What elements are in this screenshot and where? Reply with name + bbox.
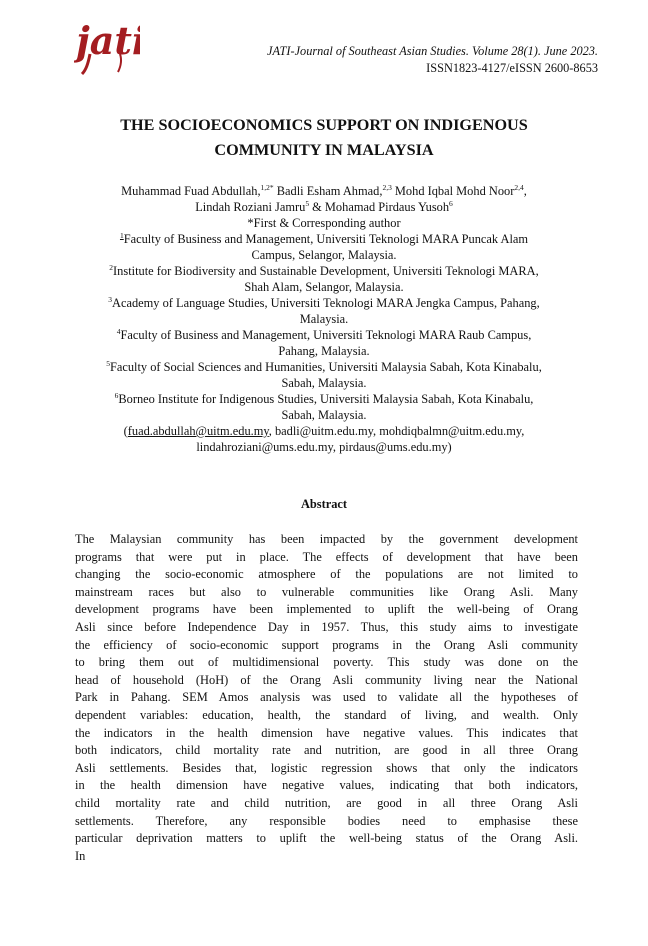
aff-5-sup: 5 bbox=[106, 359, 110, 368]
author-2-sup: 2,3 bbox=[382, 183, 392, 192]
abstract-line: In bbox=[75, 848, 86, 863]
affiliation-1 bbox=[40, 231, 608, 247]
abstract-line: to bring them out of multidimensional poverty. This study was done on the bbox=[75, 655, 578, 670]
aff-1-line-1: Faculty of Business and Management, Universiti Teknologi MARA Puncak Alam bbox=[123, 232, 529, 246]
author-1-sup: 1,2* bbox=[260, 183, 274, 192]
author-3: Mohd Iqbal Mohd Noor bbox=[391, 184, 515, 198]
author-5: & Mohamad Pirdaus Yusoh bbox=[309, 200, 450, 214]
abstract-line: Park in Pahang. SEM Amos analysis was used to validate all the hypotheses of bbox=[75, 690, 578, 705]
title-line-2: COMMUNITY IN MALAYSIA bbox=[214, 141, 434, 159]
aff-3-sup: 3 bbox=[108, 295, 113, 304]
aff-4-line-1: Faculty of Business and Management, Universiti Teknologi MARA Raub Campus, bbox=[120, 328, 532, 342]
aff-2-line-2: Shah Alam, Selangor, Malaysia. bbox=[244, 280, 404, 294]
aff-5-line-1: Faculty of Social Sciences and Humanities, Universiti Malaysia Sabah, Kota Kinabalu, bbox=[109, 360, 542, 374]
aff-2-line-1: Institute for Biodiversity and Sustainable Development, Universiti Teknologi MARA, bbox=[113, 264, 539, 278]
affiliation-5 bbox=[40, 359, 608, 375]
jati-logo-icon bbox=[74, 14, 140, 78]
aff-6-sup: 6 bbox=[114, 391, 119, 400]
author-3-sup: 2,4 bbox=[514, 183, 524, 192]
abstract-line: head of household (HoH) of the Orang Asli community living near the National bbox=[75, 672, 578, 687]
email-link-fuad[interactable]: fuad.abdullah@uitm.edu.my bbox=[127, 424, 269, 438]
abstract-line: dependent variables: education, health, the standard of living, and wealth. Only bbox=[75, 707, 578, 722]
aff-6-line-2: Sabah, Malaysia. bbox=[281, 408, 367, 422]
email-line-1 bbox=[40, 423, 608, 439]
abstract-line: development programs have been implemented to uplift the well-being of Orang bbox=[75, 602, 578, 617]
abstract-line: the efficiency of socio-economic support programs in the Orang Asli community bbox=[75, 637, 578, 652]
affiliation-2 bbox=[40, 263, 608, 279]
aff-1-line-2: Campus, Selangor, Malaysia. bbox=[251, 248, 397, 262]
corresponding-note: *First & Corresponding author bbox=[247, 216, 401, 230]
aff-6-line-1: Borneo Institute for Indigenous Studies, Universiti Malaysia Sabah, Kota Kinabalu, bbox=[118, 392, 534, 406]
aff-3-line-2: Malaysia. bbox=[299, 312, 349, 326]
author-5-sup: 6 bbox=[449, 199, 453, 208]
abstract-line: programs that were put in place. The effects of development that have been bbox=[75, 549, 578, 564]
author-line-2 bbox=[40, 199, 608, 215]
title-line-1: THE SOCIOECONOMICS SUPPORT ON INDIGENOUS bbox=[120, 116, 528, 134]
email-line-2: lindahroziani@ums.edu.my, pirdaus@ums.edu.my) bbox=[196, 440, 452, 454]
author-4: Lindah Roziani Jamru bbox=[195, 200, 306, 214]
paper-title bbox=[60, 113, 588, 163]
issn: ISSN1823-4127/eISSN 2600-8653 bbox=[426, 61, 598, 75]
abstract-line: mainstream races but also to vulnerable communities like Orang Asli. Many bbox=[75, 584, 578, 599]
aff-1-sup: 1 bbox=[119, 231, 124, 240]
aff-3-line-1: Academy of Language Studies, Universiti Teknologi MARA Jengka Campus, Pahang, bbox=[112, 296, 540, 310]
aff-2-sup: 2 bbox=[109, 263, 114, 272]
abstract-line: child mortality rate and child nutrition, are good in all three Orang Asli bbox=[75, 795, 578, 810]
abstract-line: both indicators, child mortality rate and nutrition, are good in all three Orang bbox=[75, 743, 578, 758]
author-line-1 bbox=[40, 183, 608, 199]
abstract-line: particular deprivation matters to uplift the well-being status of the Orang Asli. bbox=[75, 831, 578, 846]
affiliation-6 bbox=[40, 391, 608, 407]
aff-4-line-2: Pahang, Malaysia. bbox=[278, 344, 370, 358]
affiliation-4 bbox=[40, 327, 608, 343]
abstract-line: The Malaysian community has been impacted by the government development bbox=[75, 532, 578, 546]
author-2: Badli Esham Ahmad, bbox=[273, 184, 383, 198]
abstract-line: in the health dimension have negative values, indicating that both indicators, bbox=[75, 778, 578, 793]
abstract-line: changing the socio-economic atmosphere of the populations are not limited to bbox=[75, 567, 578, 582]
abstract-line: Asli settlements. Besides that, logistic regression shows that only the indicators bbox=[75, 760, 578, 775]
abstract-line: Asli since before Independence Day in 1957. Thus, this study aims to investigate bbox=[75, 619, 578, 634]
journal-citation: JATI-Journal of Southeast Asian Studies. Volume 28(1). June 2023. bbox=[267, 44, 598, 58]
aff-4-sup: 4 bbox=[116, 327, 121, 336]
author-4-sup: 5 bbox=[305, 199, 310, 208]
logo-text: jati bbox=[76, 18, 140, 63]
aff-5-line-2: Sabah, Malaysia. bbox=[281, 376, 367, 390]
abstract-heading: Abstract bbox=[300, 497, 348, 511]
journal-logo bbox=[74, 14, 140, 78]
abstract-line: the indicators in the health dimension have negative values. This indicates that bbox=[75, 725, 578, 740]
email-list-1: , badli@uitm.edu.my, mohdiqbalmn@uitm.edu.my, bbox=[268, 424, 525, 438]
author-3-comma: , bbox=[523, 184, 527, 198]
affiliation-3 bbox=[40, 295, 608, 311]
authors-block bbox=[40, 183, 608, 455]
author-1: Muhammad Fuad Abdullah, bbox=[121, 184, 261, 198]
email-open-paren: ( bbox=[123, 424, 128, 438]
abstract-body bbox=[75, 531, 578, 865]
abstract-line: settlements. Therefore, any responsible bodies need to emphasise these bbox=[75, 813, 578, 828]
